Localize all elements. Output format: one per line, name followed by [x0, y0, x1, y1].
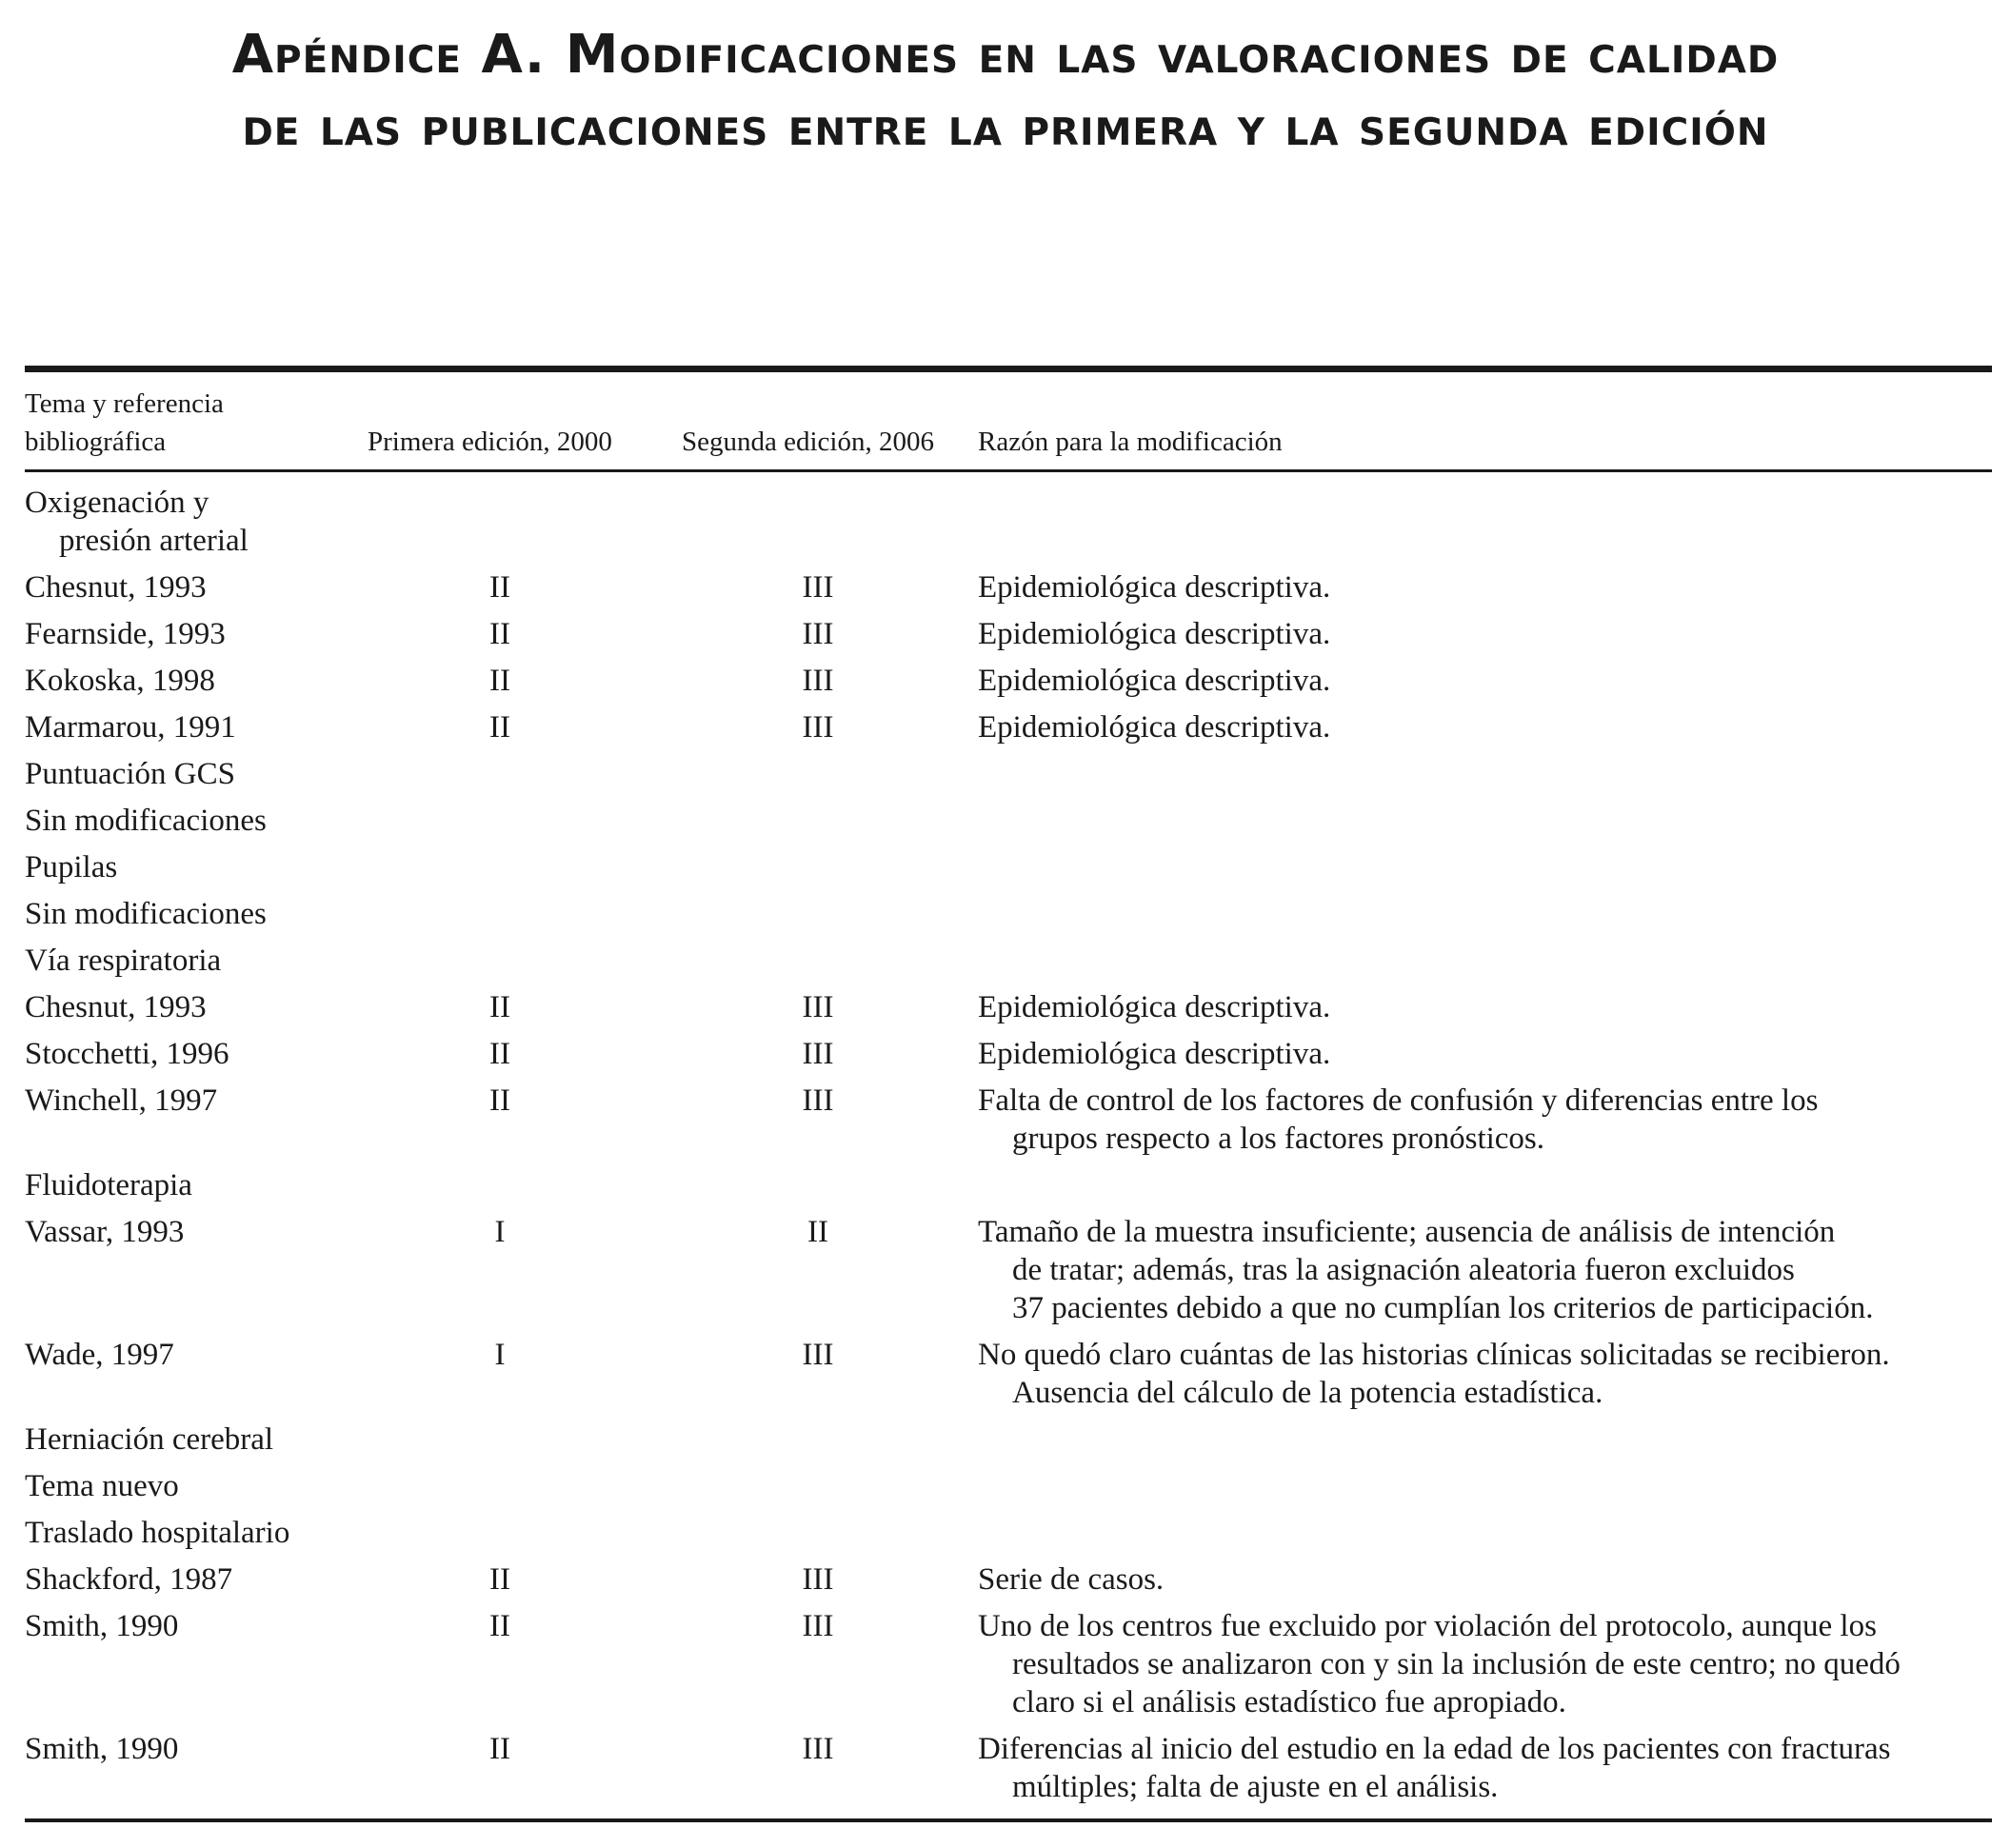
row-first-edition: II — [489, 1732, 510, 1766]
row-first-edition: II — [489, 990, 510, 1024]
row-reason: Tamaño de la muestra insuficiente; ausencia de análisis de intención de tratar; además, tras la asignación aleatoria fueron excluidos 37 pacientes debido a que no cumplían los criterios de participación. — [978, 1215, 1874, 1325]
row-reference: Stocchetti, 1996 — [25, 1037, 229, 1071]
row-reference: Traslado hospitalario — [25, 1516, 290, 1550]
table-bottom-rule — [25, 1818, 1992, 1822]
row-first-edition: II — [489, 570, 510, 605]
page-title-line-2: de las publicaciones entre la primera y la segunda edición — [242, 96, 1769, 158]
row-reference: Smith, 1990 — [25, 1609, 179, 1643]
table-top-rule — [25, 366, 1992, 372]
row-reference: Marmarou, 1991 — [25, 710, 236, 745]
row-first-edition: II — [489, 1562, 510, 1597]
row-reason: Epidemiológica descriptiva. — [978, 617, 1331, 651]
header-topic-line-2: bibliográfica — [25, 427, 167, 457]
row-second-edition: III — [802, 1562, 834, 1597]
row-first-edition: II — [489, 1037, 510, 1071]
row-reference: Shackford, 1987 — [25, 1562, 233, 1597]
row-first-edition: II — [489, 664, 510, 698]
row-second-edition: III — [802, 570, 834, 605]
table-header-rule — [25, 469, 1992, 472]
row-reference: Puntuación GCS — [25, 757, 235, 791]
row-reference: Chesnut, 1993 — [25, 990, 207, 1024]
row-first-edition: II — [489, 1083, 510, 1118]
row-reference: Vassar, 1993 — [25, 1215, 185, 1249]
row-second-edition: III — [802, 990, 834, 1024]
row-second-edition: II — [807, 1215, 828, 1249]
row-reference: Fearnside, 1993 — [25, 617, 226, 651]
header-reason: Razón para la modificación — [978, 427, 1283, 457]
row-reason: Falta de control de los factores de confusión y diferencias entre los grupos respecto a los factores pronósticos. — [978, 1083, 1819, 1156]
row-second-edition: III — [802, 1609, 834, 1643]
row-second-edition: III — [802, 617, 834, 651]
row-second-edition: III — [802, 710, 834, 745]
row-reason: Epidemiológica descriptiva. — [978, 570, 1331, 605]
row-first-edition: I — [494, 1215, 506, 1249]
row-second-edition: III — [802, 664, 834, 698]
row-reason: Epidemiológica descriptiva. — [978, 1037, 1331, 1071]
row-reason: No quedó claro cuántas de las historias clínicas solicitadas se recibieron. Ausencia del cálculo de la potencia estadística. — [978, 1338, 1890, 1410]
row-reference: Herniación cerebral — [25, 1422, 274, 1457]
header-topic-line-1: Tema y referencia — [25, 388, 224, 419]
row-second-edition: III — [802, 1338, 834, 1372]
row-reference: Sin modificaciones — [25, 897, 267, 931]
row-reason: Epidemiológica descriptiva. — [978, 664, 1331, 698]
row-reference: Chesnut, 1993 — [25, 570, 207, 605]
row-reference: Fluidoterapia — [25, 1168, 192, 1202]
row-reason: Serie de casos. — [978, 1562, 1165, 1597]
header-second-edition: Segunda edición, 2006 — [682, 427, 934, 457]
row-reference: Vía respiratoria — [25, 944, 222, 978]
row-second-edition: III — [802, 1037, 834, 1071]
row-reason: Epidemiológica descriptiva. — [978, 710, 1331, 745]
page-title-line-1: Apéndice A. Modificaciones en las valoraciones de calidad — [231, 24, 1780, 86]
row-reference: Pupilas — [25, 850, 118, 884]
row-first-edition: II — [489, 1609, 510, 1643]
row-first-edition: I — [494, 1338, 506, 1372]
row-reference: Oxigenación y presión arterial — [25, 486, 249, 558]
row-reference: Wade, 1997 — [25, 1338, 174, 1372]
row-reason: Epidemiológica descriptiva. — [978, 990, 1331, 1024]
row-reference: Tema nuevo — [25, 1469, 179, 1503]
row-reference: Smith, 1990 — [25, 1732, 179, 1766]
row-reference: Sin modificaciones — [25, 804, 267, 838]
row-reason: Uno de los centros fue excluido por violación del protocolo, aunque los resultados se analizaron con y sin la inclusión de este centro; no quedó claro si el análisis estadístico fue apropiado. — [978, 1609, 1901, 1719]
row-reference: Kokoska, 1998 — [25, 664, 215, 698]
row-first-edition: II — [489, 710, 510, 745]
row-first-edition: II — [489, 617, 510, 651]
header-first-edition: Primera edición, 2000 — [368, 427, 612, 457]
row-second-edition: III — [802, 1732, 834, 1766]
row-reason: Diferencias al inicio del estudio en la edad de los pacientes con fracturas múltiples; falta de ajuste en el análisis. — [978, 1732, 1891, 1804]
row-reference: Winchell, 1997 — [25, 1083, 218, 1118]
row-second-edition: III — [802, 1083, 834, 1118]
